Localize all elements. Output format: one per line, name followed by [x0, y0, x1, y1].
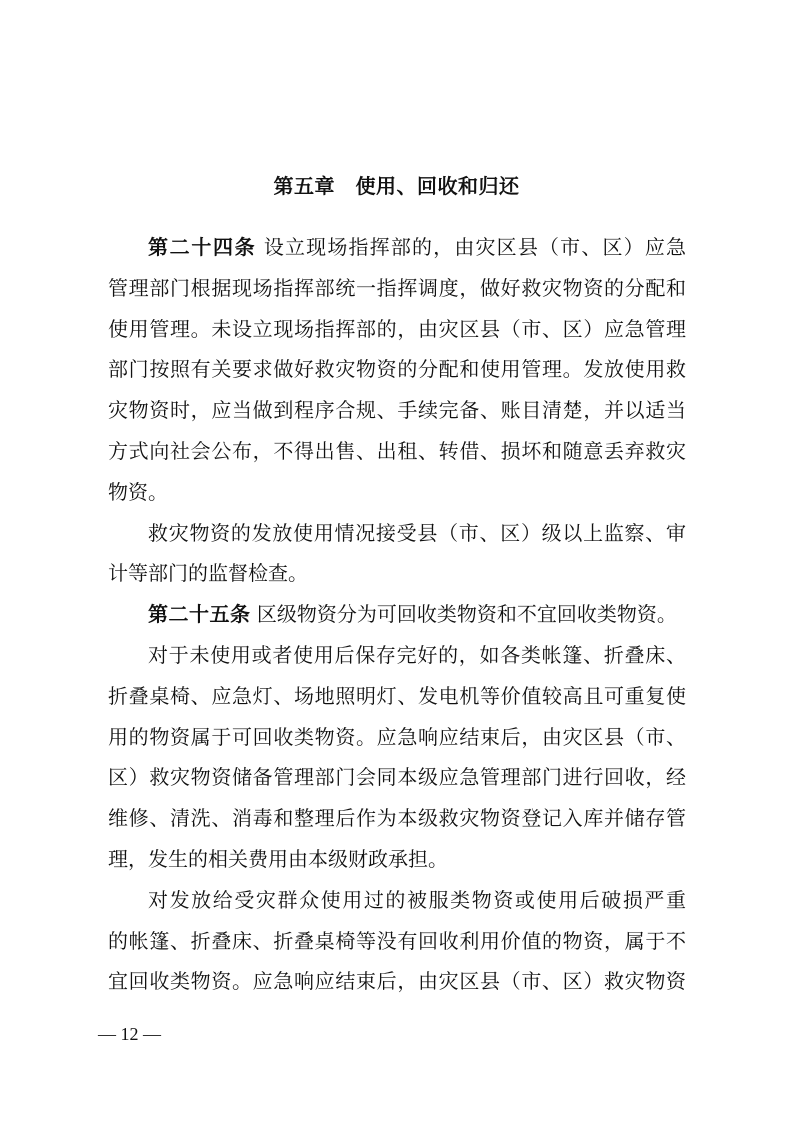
paragraph-line: 宜回收类物资。应急响应结束后，由灾区县（市、区）救灾物资	[108, 969, 686, 994]
paragraph-line: 用的物资属于可回收类物资。应急响应结束后，由灾区县（市、	[108, 724, 686, 749]
article-number: 第二十五条	[148, 602, 251, 627]
paragraph-line: 计等部门的监督检查。	[108, 561, 308, 586]
body-text	[108, 227, 686, 1002]
paragraph-line: 管理部门根据现场指挥部统一指挥调度，做好救灾物资的分配和	[108, 275, 686, 300]
paragraph-line	[108, 594, 686, 635]
paragraph-line: 维修、清洗、消毒和整理后作为本级救灾物资登记入库并储存管	[108, 806, 686, 831]
paragraph-line: 灾物资时，应当做到程序合规、手续完备、账目清楚，并以适当	[108, 398, 686, 423]
paragraph-line: 对发放给受灾群众使用过的被服类物资或使用后破损严重	[148, 887, 686, 912]
paragraph-line: 使用管理。未设立现场指挥部的，由灾区县（市、区）应急管理	[108, 316, 686, 341]
text-run: 设立现场指挥部的，由灾区县（市、区）应急	[256, 235, 686, 259]
chapter-title: 第五章 使用、回收和归还	[273, 174, 520, 198]
paragraph-line: 折叠桌椅、应急灯、场地照明灯、发电机等价值较高且可重复使	[108, 683, 686, 708]
paragraph-line: 方式向社会公布，不得出售、出租、转借、损坏和随意丢弃救灾	[108, 438, 686, 463]
paragraph-line: 的帐篷、折叠床、折叠桌椅等没有回收利用价值的物资，属于不	[108, 928, 686, 953]
article-number: 第二十四条	[148, 235, 257, 259]
paragraph-line: 救灾物资的发放使用情况接受县（市、区）级以上监察、审	[148, 520, 686, 545]
paragraph-line: 区）救灾物资储备管理部门会同本级应急管理部门进行回收，经	[108, 765, 686, 790]
paragraph-line: 部门按照有关要求做好救灾物资的分配和使用管理。发放使用救	[108, 357, 686, 382]
text-run: 区级物资分为可回收类物资和不宜回收类物资。	[250, 602, 677, 627]
page-number: — 12 —	[98, 1024, 161, 1044]
paragraph-line: 对于未使用或者使用后保存完好的，如各类帐篷、折叠床、	[148, 642, 686, 667]
paragraph-line: 理，发生的相关费用由本级财政承担。	[108, 846, 448, 871]
paragraph-line	[108, 227, 686, 268]
paragraph-line: 物资。	[108, 479, 168, 504]
